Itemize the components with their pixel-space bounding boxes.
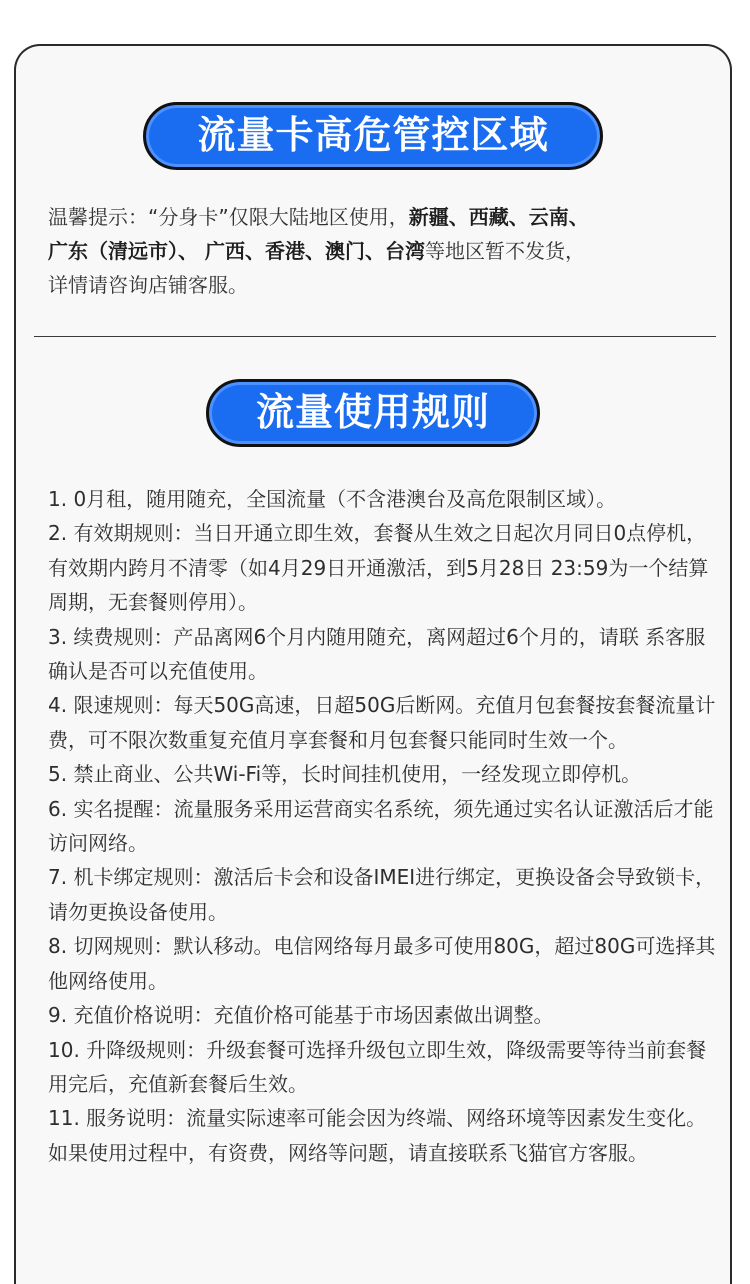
section-title-text: 流量使用规则 [255, 390, 490, 434]
notice-suffix: 等地区暂不发货， [424, 239, 585, 263]
rule-item: 3. 续费规则：产品离网6个月内随用随充，离网超过6个月的，请联 系客服确认是否可以充值使用。 [48, 624, 706, 684]
rule-item: 1. 0月租，随用随充，全国流量（不含港澳台及高危限制区域）。 [48, 487, 617, 511]
section-title-high-risk-zones [143, 102, 603, 170]
info-card [14, 44, 732, 1284]
rule-item: 11. 服务说明：流量实际速率可能会因为终端、网络环境等因素发生变化。如果使用过程中，有资费，网络等问题，请直接联系飞猫官方客服。 [48, 1106, 707, 1165]
shipping-notice [48, 200, 708, 302]
rule-item: 2. 有效期规则：当日开通立即生效，套餐从生效之日起次月同日0点停机，有效期内跨月不清零（如4月29日开通激活，到5月28日 23:59为一个结算周期，无套餐则停用）。 [48, 521, 709, 615]
rules-list [48, 482, 716, 1170]
notice-regions-b: 广东（清远市）、 广西、香港、澳门、台湾 [48, 239, 425, 263]
section-divider [34, 336, 716, 337]
section-title-text: 流量卡高危管控区域 [197, 113, 549, 157]
notice-prefix: 温馨提示：“分身卡”仅限大陆地区使用， [48, 205, 409, 229]
rule-item: 8. 切网规则：默认移动。电信网络每月最多可使用80G，超过80G可选择其他网络使用。 [48, 934, 716, 993]
rule-item: 9. 充值价格说明：充值价格可能基于市场因素做出调整。 [48, 1003, 554, 1028]
rule-item: 10. 升降级规则：升级套餐可选择升级包立即生效，降级需要等待当前套餐用完后，充值新套餐后生效。 [48, 1037, 707, 1096]
rule-item: 5. 禁止商业、公共Wi-Fi等，长时间挂机使用，一经发现立即停机。 [48, 762, 642, 787]
notice-regions-a: 新疆、西藏、云南、 [408, 205, 589, 229]
rule-item: 6. 实名提醒：流量服务采用运营商实名系统，须先通过实名认证激活后才能访问网络。 [48, 796, 714, 856]
notice-line3: 详情请咨询店铺客服。 [48, 273, 248, 297]
rule-item: 4. 限速规则：每天50G高速，日超50G后断网。充值月包套餐按套餐流量计费，可不限次数重复充值月享套餐和月包套餐只能同时生效一个。 [48, 693, 716, 752]
section-title-usage-rules [206, 379, 540, 447]
rule-item: 7. 机卡绑定规则：激活后卡会和设备IMEI进行绑定，更换设备会导致锁卡，请勿更换设备使用。 [48, 865, 716, 924]
